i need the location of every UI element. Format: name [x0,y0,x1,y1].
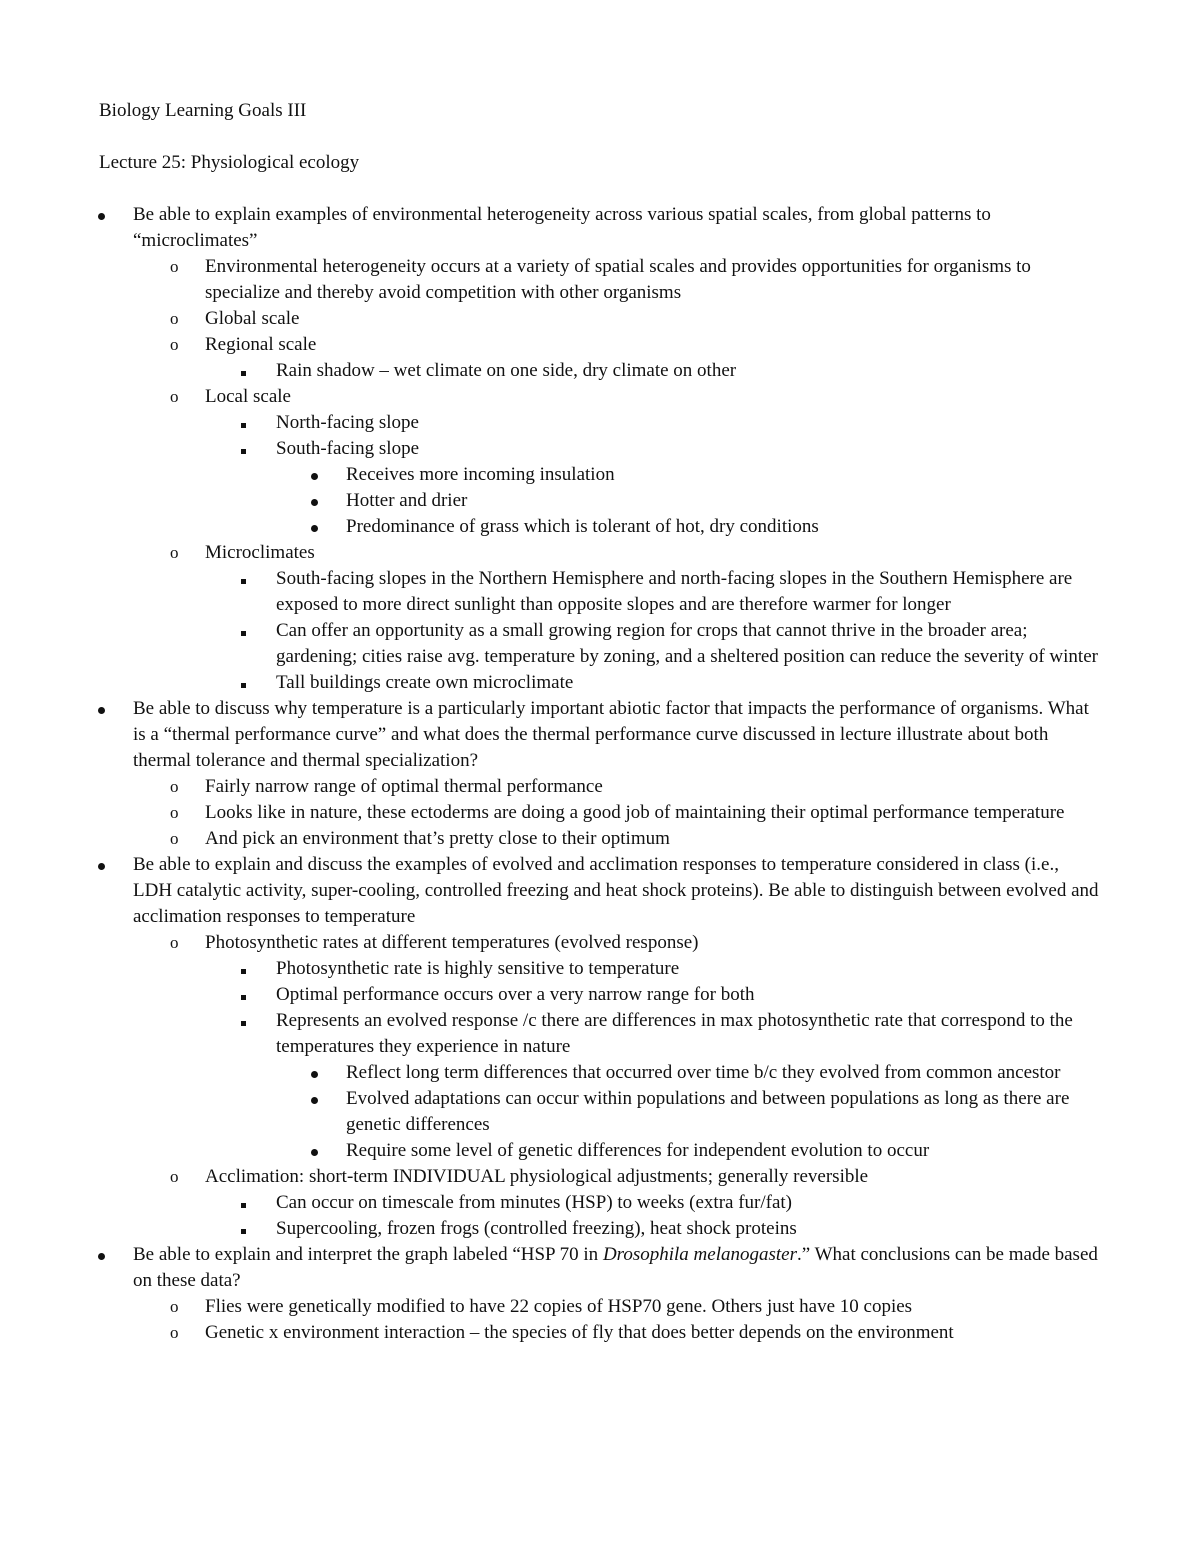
circle-bullet-icon: o [170,309,179,328]
list-item [0,306,1200,332]
item-text: Can occur on timescale from minutes (HSP) to weeks (extra fur/fat) [276,1192,793,1213]
lecture-heading: Lecture 25: Physiological ecology [99,152,360,173]
bullet-icon [98,852,105,878]
list-item [0,826,1200,852]
item-text: Represents an evolved response /c there are differences in max photosynthetic rate that correspond to the temperatures they experience in nature [276,1010,1073,1057]
square-bullet-icon [240,982,246,1008]
list-item [0,1086,1200,1138]
bullet-icon [311,1138,318,1164]
circle-bullet-icon: o [170,777,179,796]
list-item [0,982,1200,1008]
item-text: North-facing slope [276,412,419,433]
item-text: Environmental heterogeneity occurs at a variety of spatial scales and provides opportunities for organisms to specialize and thereby avoid competition with other organisms [205,256,1031,303]
bullet-icon [98,696,105,722]
item-text: Supercooling, frozen frogs (controlled freezing), heat shock proteins [276,1218,797,1239]
list-item [0,410,1200,436]
list-item [0,1164,1200,1190]
item-text: Hotter and drier [346,490,468,511]
item-text: Flies were genetically modified to have 22 copies of HSP70 gene. Others just have 10 copies [205,1296,913,1317]
circle-bullet-icon: o [170,387,179,406]
square-bullet-icon [240,1216,246,1242]
square-bullet-icon [240,618,246,644]
list-item [0,254,1200,306]
square-bullet-icon [240,358,246,384]
learning-goal [0,1242,1200,1294]
item-text: Photosynthetic rate is highly sensitive to temperature [276,958,680,979]
item-text: Predominance of grass which is tolerant of hot, dry conditions [346,516,819,537]
bullet-icon [311,488,318,514]
list-item [0,462,1200,488]
list-item [0,332,1200,358]
list-item [0,358,1200,384]
learning-goal [0,852,1200,930]
goal-text: Be able to explain and discuss the examples of evolved and acclimation responses to temperature considered in class (i.e., LDH catalytic activity, super-cooling, controlled freezing and heat shock proteins). Be able to distinguish between evolved and acclimation responses to temperature [133,854,1099,927]
item-text: Microclimates [205,542,315,563]
item-text: South-facing slope [276,438,420,459]
list-item [0,1216,1200,1242]
goal-text: Be able to explain examples of environmental heterogeneity across various spatial scales, from global patterns to “microclimates” [133,204,991,251]
item-text: Can offer an opportunity as a small growing region for crops that cannot thrive in the broader area; gardening; cities raise avg. temperature by zoning, and a sheltered position can reduce the severity of winter [276,620,1098,667]
item-text: Rain shadow – wet climate on one side, dry climate on other [276,360,737,381]
item-text: Photosynthetic rates at different temperatures (evolved response) [205,932,699,953]
learning-goals-list [0,202,1200,1346]
list-item [0,800,1200,826]
circle-bullet-icon: o [170,1297,179,1316]
list-item [0,1060,1200,1086]
list-item [0,930,1200,956]
list-item [0,1008,1200,1060]
circle-bullet-icon: o [170,933,179,952]
list-item [0,618,1200,670]
list-item [0,1190,1200,1216]
list-item [0,566,1200,618]
circle-bullet-icon: o [170,335,179,354]
list-item [0,1138,1200,1164]
item-text: Regional scale [205,334,317,355]
learning-goal [0,202,1200,254]
bullet-icon [311,1086,318,1112]
goal-text-start: Be able to explain and interpret the graph labeled “HSP 70 in [133,1244,603,1265]
item-text: Acclimation: short-term INDIVIDUAL physiological adjustments; generally reversible [205,1166,869,1187]
item-text: Evolved adaptations can occur within populations and between populations as long as there are genetic differences [346,1088,1070,1135]
square-bullet-icon [240,410,246,436]
list-item [0,488,1200,514]
bullet-icon [98,202,105,228]
bullet-icon [98,1242,105,1268]
item-text: Local scale [205,386,291,407]
item-text: Tall buildings create own microclimate [276,672,574,693]
item-text: Optimal performance occurs over a very narrow range for both [276,984,755,1005]
square-bullet-icon [240,670,246,696]
item-text: And pick an environment that’s pretty close to their optimum [205,828,670,849]
square-bullet-icon [240,436,246,462]
list-item [0,670,1200,696]
item-text: Looks like in nature, these ectoderms are doing a good job of maintaining their optimal performance temperature [205,802,1065,823]
bullet-icon [311,462,318,488]
circle-bullet-icon: o [170,543,179,562]
circle-bullet-icon: o [170,1323,179,1342]
bullet-icon [311,1060,318,1086]
bullet-icon [311,514,318,540]
square-bullet-icon [240,1190,246,1216]
item-text: South-facing slopes in the Northern Hemisphere and north-facing slopes in the Southern Hemisphere are exposed to more direct sunlight than opposite slopes and are therefore warmer for longer [276,568,1073,615]
list-item [0,1320,1200,1346]
list-item [0,540,1200,566]
circle-bullet-icon: o [170,829,179,848]
species-name: Drosophila melanogaster [602,1244,797,1265]
learning-goal [0,696,1200,774]
list-item [0,436,1200,462]
circle-bullet-icon: o [170,803,179,822]
list-item [0,774,1200,800]
square-bullet-icon [240,1008,246,1034]
list-item [0,1294,1200,1320]
goal-text: Be able to discuss why temperature is a particularly important abiotic factor that impacts the performance of organisms. What is a “thermal performance curve” and what does the thermal performance curve discussed in lecture illustrate about both thermal tolerance and thermal specialization? [133,698,1089,771]
item-text: Global scale [205,308,300,329]
item-text: Genetic x environment interaction – the species of fly that does better depends on the environment [205,1322,954,1343]
circle-bullet-icon: o [170,257,179,276]
goal-text-end: .” What conclusions can be made based on these data? [133,1244,1098,1291]
document-title: Biology Learning Goals III [99,100,307,121]
list-item [0,384,1200,410]
item-text: Fairly narrow range of optimal thermal performance [205,776,603,797]
square-bullet-icon [240,566,246,592]
list-item [0,514,1200,540]
item-text: Receives more incoming insulation [346,464,615,485]
square-bullet-icon [240,956,246,982]
item-text: Reflect long term differences that occurred over time b/c they evolved from common ancestor [346,1062,1061,1083]
list-item [0,956,1200,982]
item-text: Require some level of genetic differences for independent evolution to occur [346,1140,930,1161]
circle-bullet-icon: o [170,1167,179,1186]
